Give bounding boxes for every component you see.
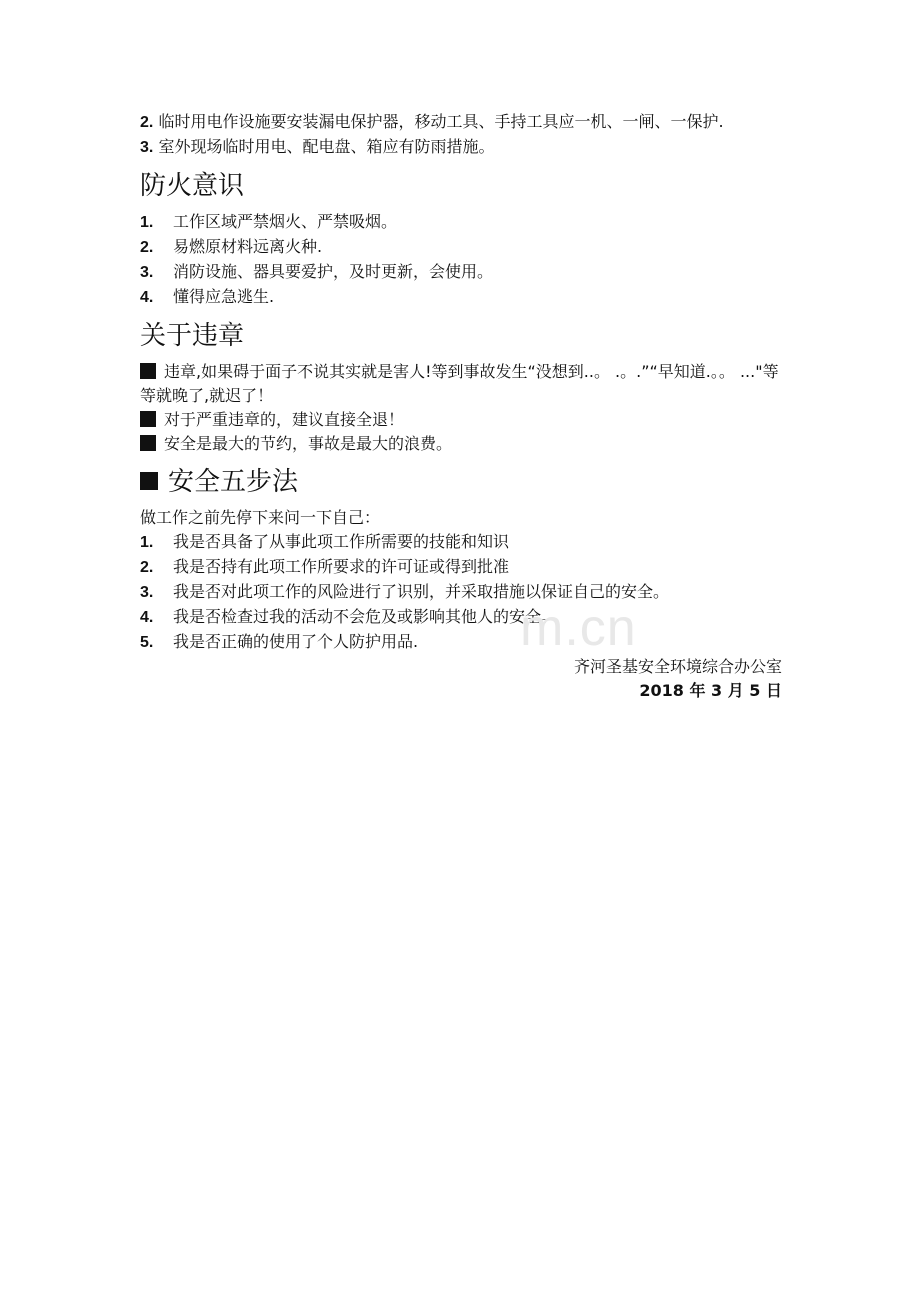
five-steps-item xyxy=(140,605,782,630)
document-body xyxy=(140,110,782,703)
item-text: 对于严重违章的，建议直接全退！ xyxy=(164,410,405,429)
item-number: 3. xyxy=(140,139,154,156)
five-steps-item xyxy=(140,555,782,580)
item-text: 我是否对此项工作的风险进行了识别，并采取措施以保证自己的安全。 xyxy=(173,582,670,601)
item-number: 1. xyxy=(140,534,154,551)
item-text: 室外现场临时用电、配电盘、箱应有防雨措施。 xyxy=(158,137,495,156)
item-text: 懂得应急逃生. xyxy=(173,287,275,306)
five-steps-item xyxy=(140,580,782,605)
electrical-item-3 xyxy=(140,135,782,160)
item-number: 1. xyxy=(140,214,154,231)
fire-item xyxy=(140,260,782,285)
violation-item xyxy=(140,408,782,432)
watermark: m.cn xyxy=(520,599,637,657)
electrical-item-2 xyxy=(140,110,782,135)
item-text: 违章,如果碍于面子不说其实就是害人!等到事故发生“没想到..。 .。.”“早知道.。。 ..."等等就晚了,就迟了！ xyxy=(140,362,779,405)
violation-heading: 关于违章 xyxy=(140,321,245,351)
five-steps-title: 安全五步法 xyxy=(168,467,299,497)
violation-item xyxy=(140,360,782,408)
item-text: 临时用电作设施要安装漏电保护器，移动工具、手持工具应一机、一闸、一保护. xyxy=(158,112,724,131)
fire-heading: 防火意识 xyxy=(140,171,245,201)
item-number: 2. xyxy=(140,239,154,256)
five-steps-intro: 做工作之前先停下来问一下自己： xyxy=(140,508,381,527)
item-number: 3. xyxy=(140,584,154,601)
footer-office: 齐河圣基安全环境综合办公室 xyxy=(573,657,782,676)
footer-date: 2018 年 3 月 5 日 xyxy=(639,681,782,700)
five-steps-item xyxy=(140,630,782,655)
item-number: 5. xyxy=(140,634,154,651)
item-text: 消防设施、器具要爱护，及时更新，会使用。 xyxy=(173,262,494,281)
item-text: 我是否检查过我的活动不会危及或影响其他人的安全。 xyxy=(173,607,558,626)
item-number: 2. xyxy=(140,559,154,576)
item-text: 我是否持有此项工作所要求的许可证或得到批准 xyxy=(173,557,510,576)
five-steps-heading xyxy=(140,462,782,502)
black-square-icon xyxy=(140,472,158,490)
item-text: 我是否具备了从事此项工作所需要的技能和知识 xyxy=(173,532,510,551)
item-number: 3. xyxy=(140,264,154,281)
item-number: 4. xyxy=(140,609,154,626)
item-text: 易燃原材料远离火种. xyxy=(173,237,323,256)
black-square-icon xyxy=(140,363,156,379)
item-number: 2. xyxy=(140,114,154,131)
black-square-icon xyxy=(140,435,156,451)
item-text: 我是否正确的使用了个人防护用品. xyxy=(173,632,419,651)
five-steps-item xyxy=(140,530,782,555)
fire-item xyxy=(140,285,782,310)
black-square-icon xyxy=(140,411,156,427)
item-text: 安全是最大的节约，事故是最大的浪费。 xyxy=(164,434,453,453)
fire-item xyxy=(140,235,782,260)
item-text: 工作区域严禁烟火、严禁吸烟。 xyxy=(173,212,398,231)
item-number: 4. xyxy=(140,289,154,306)
violation-item xyxy=(140,432,782,456)
fire-item xyxy=(140,210,782,235)
